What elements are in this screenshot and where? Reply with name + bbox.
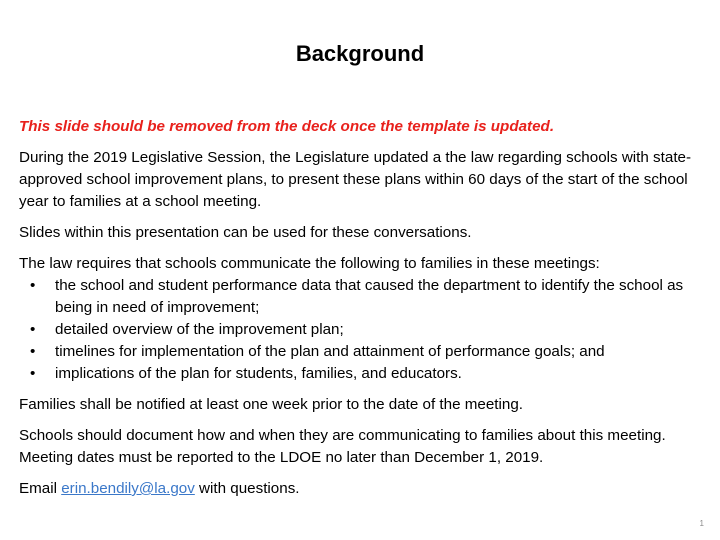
bullet-icon: • [30, 277, 36, 294]
slide-body [19, 116, 703, 509]
documentation-paragraph: Schools should document how and when they are communicating to families about this meeting. Meeting dates must be reported to the LDOE no later than December 1, 2019. [19, 427, 666, 466]
contact-paragraph [19, 478, 703, 500]
removal-warning: This slide should be removed from the deck once the template is updated. [19, 118, 555, 135]
notification-paragraph: Families shall be notified at least one week prior to the date of the meeting. [19, 396, 524, 413]
bullet-icon: • [30, 321, 36, 338]
slide-title: Background [295, 41, 425, 66]
email-suffix: with questions. [194, 480, 300, 497]
list-item-text: timelines for implementation of the plan and attainment of performance goals; and [55, 343, 605, 360]
list-item [19, 341, 703, 363]
requirements-list [19, 275, 703, 385]
list-item [19, 363, 703, 385]
list-item-text: the school and student performance data that caused the department to identify the school as being in need of improvement; [55, 277, 684, 316]
bullet-icon: • [30, 365, 36, 382]
legislative-session-paragraph: During the 2019 Legislative Session, the Legislature updated a the law regarding schools with state-approved school improvement plans, to present these plans within 60 days of the start of the school year to families at a school meeting. [19, 149, 692, 210]
page-number: 1 [699, 519, 704, 528]
slides-usage-paragraph: Slides within this presentation can be used for these conversations. [19, 224, 472, 241]
list-item [19, 275, 703, 319]
list-item-text: detailed overview of the improvement plan; [55, 321, 344, 338]
law-requirements-intro: The law requires that schools communicate the following to families in these meetings: [19, 255, 600, 272]
list-item-text: implications of the plan for students, families, and educators. [55, 365, 462, 382]
bullet-icon: • [30, 343, 36, 360]
list-item [19, 319, 703, 341]
email-prefix: Email [19, 480, 62, 497]
email-link[interactable]: erin.bendily@la.gov [61, 480, 195, 497]
